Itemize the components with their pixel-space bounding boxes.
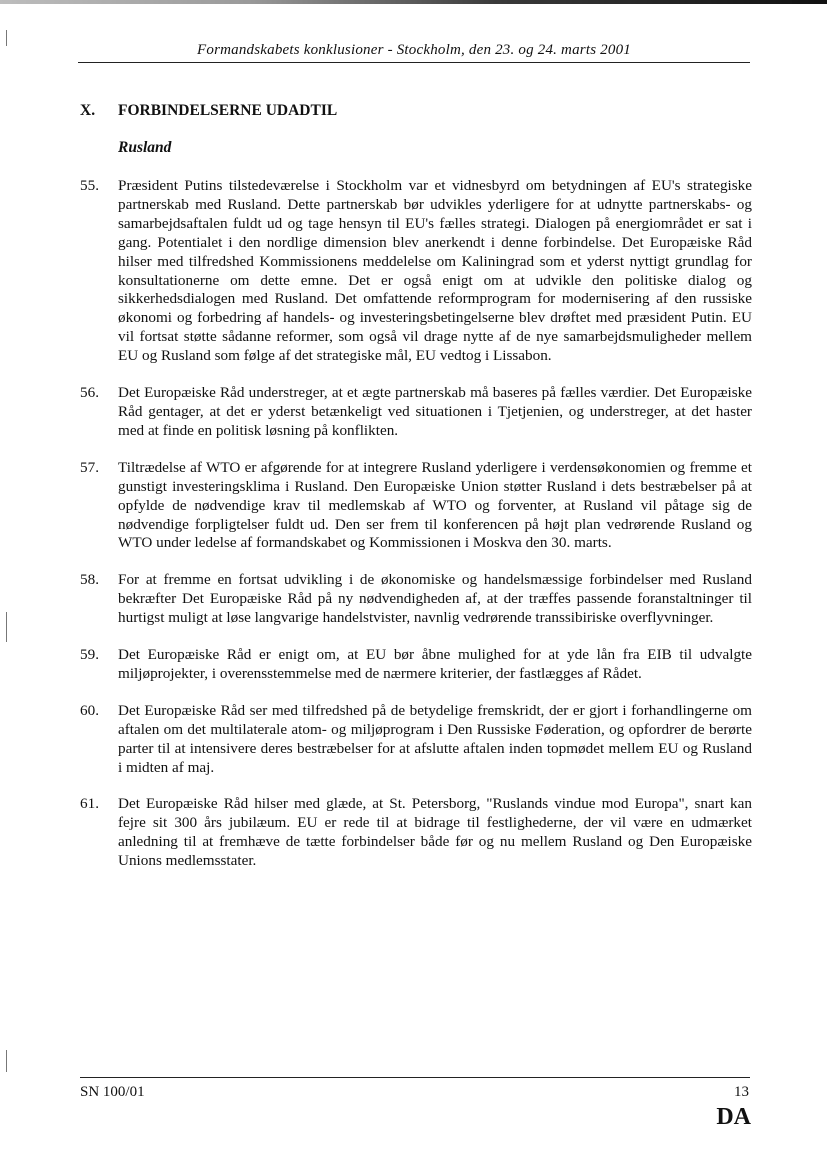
section-number: X. [80, 102, 96, 119]
scan-margin-mark [6, 612, 7, 642]
section-title: FORBINDELSERNE UDADTIL [118, 102, 338, 119]
paragraph-text: Præsident Putins tilstedeværelse i Stockholm var et vidnesbyrd om betydningen af EU's strategiske partnerskab med Rusland. Dette partnerskab bør udvikles yderligere for at udnytte partnerskabs- og samarbejdsaftalen fuldt ud og tage hensyn til EU's fælles strategi. Dialogen på energiområdet er sat i gang. Potentialet i den nordlige dimension blev anerkendt i denne forbindelse. Det Europæiske Råd hilser med tilfredshed Kommissionens meddelelse om Kaliningrad som et yderst nyttigt grundlag for konsultationerne om dette emne. Det er også enigt om at udvikle den politiske dialog og sikkerhedsdialogen med Rusland. Det omfattende reformprogram for modernisering af den russiske økonomi og forbedring af handels- og investeringsbetingelserne blev drøftet med præsident Putin. EU vil fortsat støtte sådanne reformer, som også vil drage nytte af de nye samarbejdsmuligheder mellem EU og Rusland som følge af det strategiske mål, EU vedtog i Lissabon. [118, 177, 752, 365]
running-header: Formandskabets konklusioner - Stockholm, den 23. og 24. marts 2001 [78, 42, 750, 63]
paragraph [80, 646, 752, 684]
paragraph-number: 60. [80, 701, 99, 719]
paragraph [80, 795, 752, 871]
scan-margin-mark [6, 30, 7, 46]
language-code: DA [716, 1104, 751, 1130]
paragraph-number: 56. [80, 384, 99, 402]
paragraph-number: 58. [80, 571, 99, 589]
paragraph-number: 55. [80, 177, 99, 194]
paragraph-text: Tiltrædelse af WTO er afgørende for at integrere Rusland yderligere i verdensøkonomien og fremme et gunstigt investeringsklima i Rusland. Den Europæiske Union støtter Rusland i dets bestræbelser på at opfylde de nødvendige krav til medlemskab af WTO og forventer, at Rusland vil påtage sig de nødvendige forpligtelser fuldt ud. Den ser frem til konferencen på højt plan vedrørende Rusland og WTO under ledelse af formandskabet og Kommissionen i Moskva den 30. marts. [118, 458, 752, 552]
paragraph-number: 59. [80, 646, 99, 664]
document-reference: SN 100/01 [80, 1084, 145, 1100]
paragraph-text: Det Europæiske Råd ser med tilfredshed på de betydelige fremskridt, der er gjort i forhandlingerne om aftalen om det multilaterale atom- og miljøprogram i Den Russiske Føderation, og opfordrer de berørte parter til at intensivere deres bestræbelser for at afslutte aftalen inden topmødet mellem EU og Rusland i midten af maj. [118, 701, 752, 776]
paragraph-list [80, 177, 752, 889]
paragraph [80, 177, 752, 366]
scan-margin-mark [6, 1050, 7, 1072]
section-heading [80, 102, 337, 120]
paragraph [80, 459, 752, 554]
paragraph-text: Det Europæiske Råd hilser med glæde, at St. Petersborg, "Ruslands vindue mod Europa", snart kan fejre sit 300 års jubilæum. EU er rede til at bidrage til festlighederne, der vil være en udmærket anledning til at fremhæve de tætte forbindelser både før og nu mellem Rusland og Den Europæiske Unions medlemsstater. [118, 795, 752, 870]
paragraph [80, 702, 752, 778]
paragraph-text: Det Europæiske Råd er enigt om, at EU bør åbne mulighed for at yde lån fra EIB til udvalgte miljøprojekter, i overensstemmelse med de nærmere kriterier, der fastlægges af Rådet. [118, 646, 752, 682]
paragraph-text: Det Europæiske Råd understreger, at et ægte partnerskab må baseres på fælles værdier. Det Europæiske Råd gentager, at det er yderst betænkeligt ved situationen i Tjetjenien, og understreger, at det haster med at finde en politisk løsning på konflikten. [118, 384, 752, 439]
paragraph-number: 61. [80, 795, 99, 813]
page-number: 13 [734, 1084, 749, 1100]
paragraph [80, 384, 752, 441]
paragraph [80, 571, 752, 628]
scan-edge [0, 0, 827, 4]
paragraph-number: 57. [80, 458, 99, 476]
paragraph-text: For at fremme en fortsat udvikling i de økonomiske og handelsmæssige forbindelser med Rusland bekræfter Det Europæiske Råd på ny nødvendigheden af, at der træffes passende foranstaltninger til hurtigst muligt at løse langvarige handelstvister, navnlig vedrørende transsibiriske overflyvninger. [118, 571, 752, 627]
footer-rule [80, 1077, 750, 1078]
subsection-heading: Rusland [118, 139, 172, 156]
